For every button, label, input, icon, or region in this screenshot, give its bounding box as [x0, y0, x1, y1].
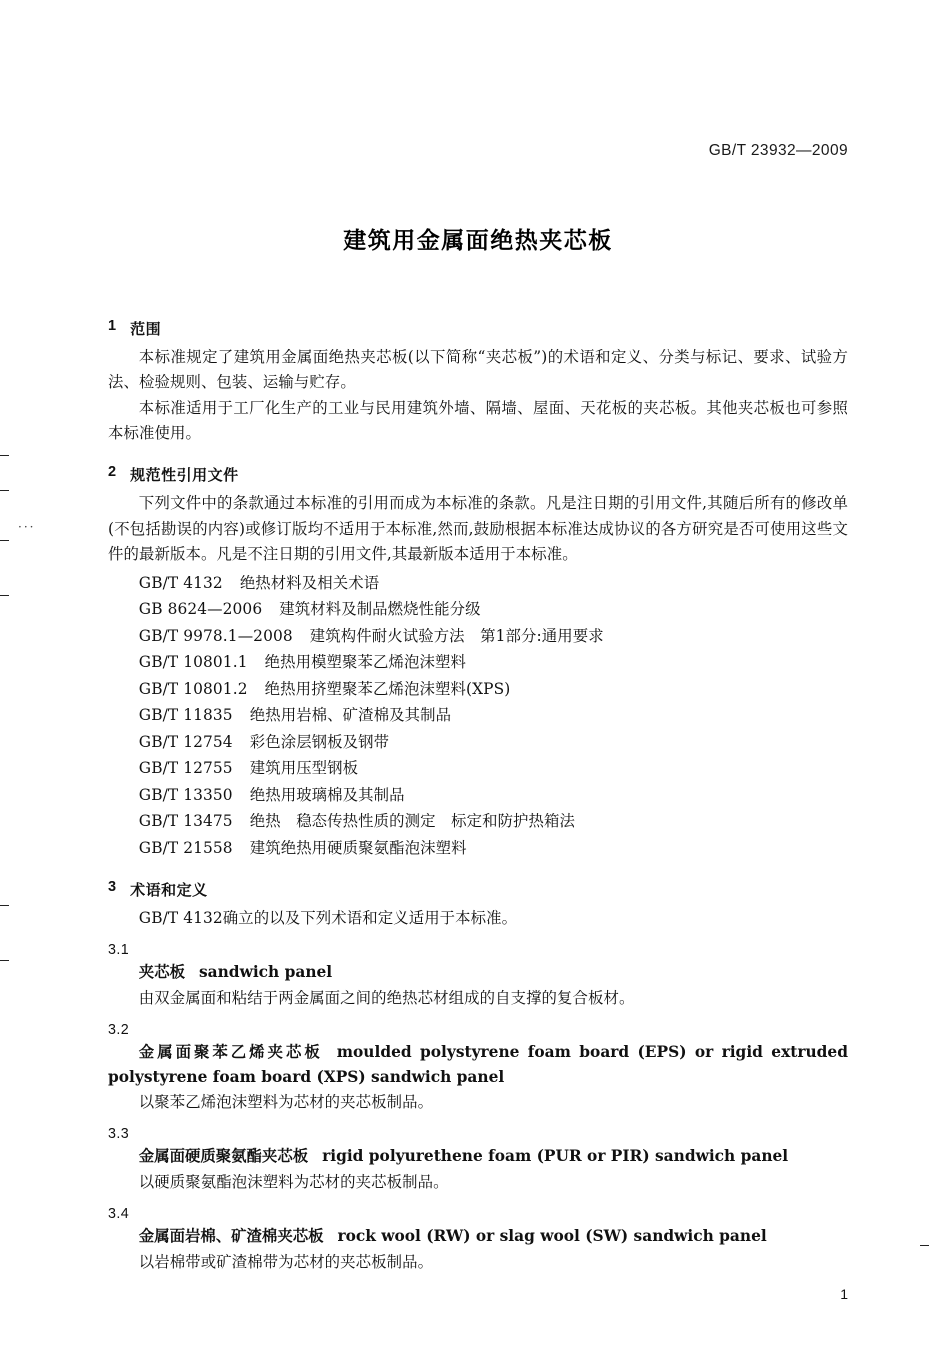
section-title: 规范性引用文件: [130, 466, 239, 485]
margin-tick-mark: [0, 905, 9, 906]
term-chinese: 金属面硬质聚氨酯夹芯板: [138, 1147, 309, 1166]
margin-tick-mark: [920, 1245, 929, 1246]
reference-code: GB/T 10801.2: [138, 679, 248, 698]
list-item: [108, 729, 848, 755]
term-definition: 以聚苯乙烯泡沫塑料为芯材的夹芯板制品。: [138, 1093, 434, 1112]
term-chinese: 夹芯板: [138, 963, 185, 982]
list-item: [108, 649, 848, 675]
reference-title: 绝热用模塑聚苯乙烯泡沫塑料: [264, 653, 466, 672]
section-title: 术语和定义: [130, 881, 208, 900]
section-title: 范围: [130, 320, 162, 338]
reference-title: 建筑材料及制品燃烧性能分级: [279, 600, 481, 619]
reference-code: GB/T 4132: [138, 573, 223, 592]
reference-title: 彩色涂层钢板及钢带: [249, 732, 390, 751]
margin-tick-mark: [0, 455, 9, 456]
term-english: sandwich panel: [198, 963, 333, 982]
paragraph: 本标准适用于工厂化生产的工业与民用建筑外墙、隔墙、屋面、天花板的夹芯板。其他夹芯板也可参照本标准使用。: [108, 399, 848, 443]
term-chinese: 金属面岩棉、矿渣棉夹芯板: [138, 1227, 324, 1246]
section-number: 3: [108, 879, 117, 896]
reference-code: GB/T 12755: [138, 759, 233, 778]
section-heading-1: [108, 318, 848, 339]
reference-title: 建筑绝热用硬质聚氨酯泡沫塑料: [249, 838, 467, 857]
normative-references-list: [108, 570, 848, 861]
margin-tick-mark: [0, 960, 9, 961]
reference-title: 绝热 稳态传热性质的测定 标定和防护热箱法: [249, 812, 576, 831]
list-item: [108, 702, 848, 728]
reference-title: 绝热材料及相关术语: [239, 573, 380, 592]
term-entry: [108, 960, 848, 985]
section-number: 1: [108, 318, 117, 334]
term-entry: [108, 1144, 848, 1169]
reference-title: 建筑用压型钢板: [249, 759, 359, 778]
list-item: [108, 623, 848, 649]
reference-code: GB/T 21558: [138, 838, 233, 857]
paragraph: GB/T 4132确立的以及下列术语和定义适用于本标准。: [138, 909, 518, 928]
section-heading-2: [108, 464, 848, 485]
reference-code: GB/T 9978.1—2008: [138, 626, 293, 645]
page-number: 1: [840, 1286, 848, 1302]
term-english: moulded polystyrene foam board (EPS) or rigid extruded polystyrene foam board (XPS) sandwich panel: [108, 1042, 848, 1086]
margin-tick-mark: [0, 490, 9, 491]
reference-code: GB 8624—2006: [138, 600, 263, 619]
margin-tick-mark: [0, 540, 9, 541]
term-chinese: 金属面聚苯乙烯夹芯板: [138, 1042, 323, 1061]
term-definition: 以硬质聚氨酯泡沫塑料为芯材的夹芯板制品。: [138, 1172, 449, 1191]
clause-number: 3.3: [108, 1126, 130, 1143]
paragraph: 下列文件中的条款通过本标准的引用而成为本标准的条款。凡是注日期的引用文件,其随后所有的修改单(不包括勘误的内容)或修订版均不适用于本标准,然而,鼓励根据本标准达成协议的各方研究是否可使用这些文件的最新版本。凡是不注日期的引用文件,其最新版本适用于本标准。: [108, 494, 848, 563]
term-english: rock wool (RW) or slag wool (SW) sandwich panel: [337, 1227, 767, 1246]
term-english: rigid polyurethene foam (PUR or PIR) sandwich panel: [322, 1147, 789, 1166]
reference-code: GB/T 12754: [138, 732, 233, 751]
clause-number: 3.2: [108, 1021, 130, 1038]
margin-tick-mark: [0, 595, 9, 596]
scan-artifact: ···: [18, 520, 36, 534]
reference-title: 绝热用玻璃棉及其制品: [249, 785, 405, 804]
list-item: [108, 782, 848, 808]
section-number: 2: [108, 464, 117, 481]
section-heading-3: [108, 879, 848, 900]
term-entry: [108, 1040, 848, 1089]
term-entry: [108, 1224, 848, 1249]
reference-code: GB/T 13350: [138, 785, 233, 804]
page-title: 建筑用金属面绝热夹芯板: [343, 227, 613, 254]
list-item: [108, 808, 848, 834]
list-item: [108, 835, 848, 861]
reference-code: GB/T 10801.1: [138, 653, 248, 672]
reference-title: 绝热用挤塑聚苯乙烯泡沫塑料(XPS): [264, 679, 511, 698]
list-item: [108, 755, 848, 781]
reference-code: GB/T 13475: [138, 812, 233, 831]
reference-title: 绝热用岩棉、矿渣棉及其制品: [249, 706, 452, 725]
clause-number: 3.4: [108, 1206, 130, 1223]
list-item: [108, 596, 848, 622]
list-item: [108, 570, 848, 596]
list-item: [108, 676, 848, 702]
reference-code: GB/T 11835: [138, 706, 233, 725]
standard-code: GB/T 23932—2009: [708, 142, 848, 159]
document-body: [108, 300, 848, 1276]
reference-title: 建筑构件耐火试验方法 第1部分:通用要求: [309, 626, 604, 645]
paragraph: 本标准规定了建筑用金属面绝热夹芯板(以下简称“夹芯板”)的术语和定义、分类与标记、要求、试验方法、检验规则、包装、运输与贮存。: [108, 348, 848, 392]
term-definition: 由双金属面和粘结于两金属面之间的绝热芯材组成的自支撑的复合板材。: [138, 988, 635, 1007]
clause-number: 3.1: [108, 942, 130, 959]
term-definition: 以岩棉带或矿渣棉带为芯材的夹芯板制品。: [138, 1252, 434, 1271]
